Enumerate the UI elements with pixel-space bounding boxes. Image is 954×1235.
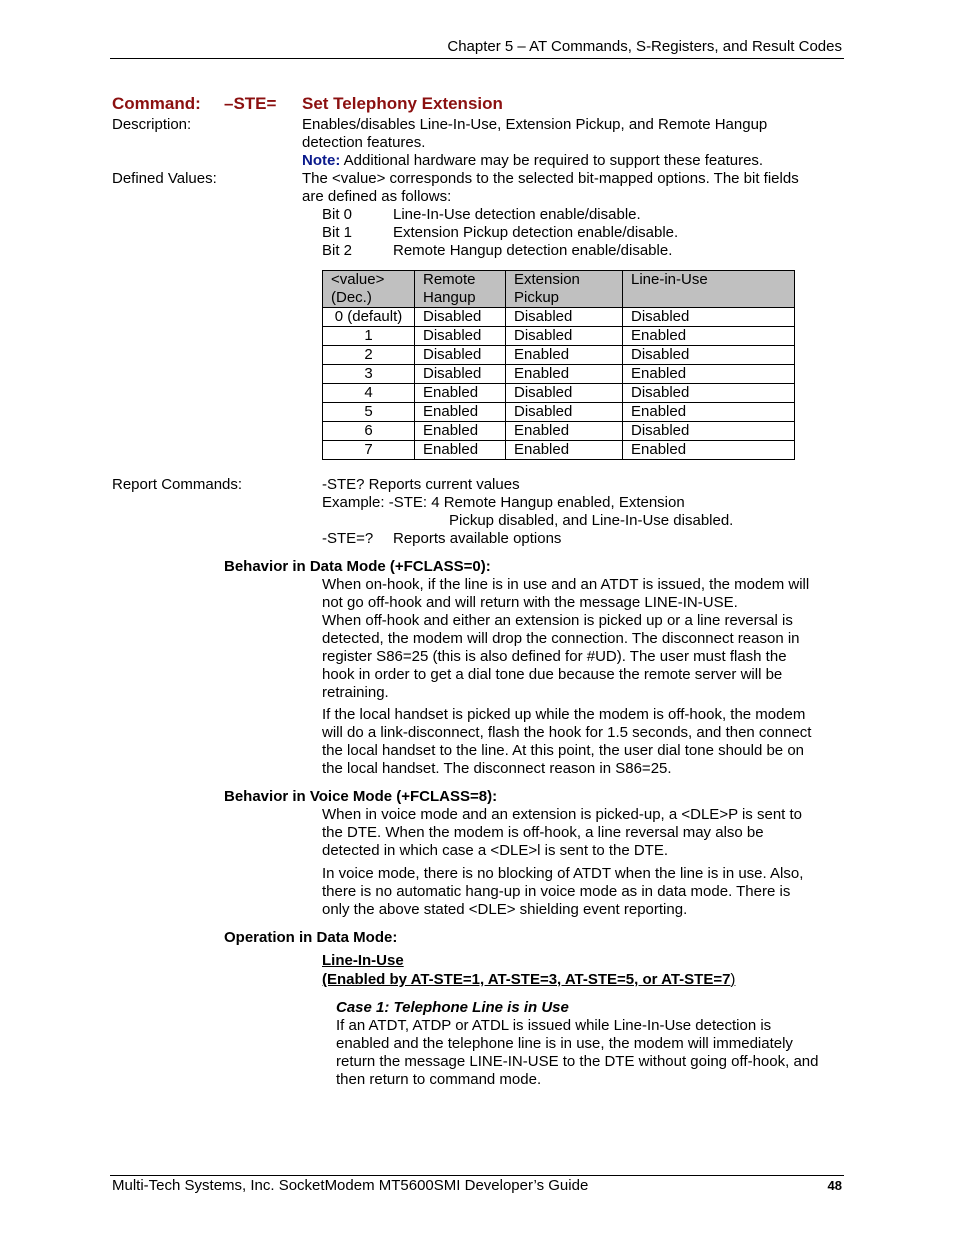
bit-desc: Remote Hangup detection enable/disable.	[393, 242, 673, 259]
value-cell: 0 (default)	[323, 308, 415, 327]
line-in-use-cell: Disabled	[623, 422, 795, 441]
paragraph-line: detected, the modem will drop the connection. The disconnect reason in	[322, 630, 800, 647]
note-label: Note:	[302, 152, 341, 169]
extension-pickup-cell: Disabled	[506, 403, 623, 422]
table-row	[323, 327, 795, 346]
extension-pickup-cell: Enabled	[506, 346, 623, 365]
table-header-row	[323, 271, 795, 308]
extension-pickup-cell: Disabled	[506, 384, 623, 403]
paragraph-line: register S86=25 (this is also defined for #UD). The user must flash the	[322, 648, 787, 665]
case-title: Case 1: Telephone Line is in Use	[336, 999, 569, 1016]
extension-pickup-cell: Enabled	[506, 422, 623, 441]
report-line: Pickup disabled, and Line-In-Use disabled.	[449, 512, 734, 529]
paragraph-line: return the message LINE-IN-USE to the DTE without going off-hook, and	[336, 1053, 819, 1070]
footer-rule	[110, 1175, 844, 1176]
paragraph-line: If the local handset is picked up while the modem is off-hook, the modem	[322, 706, 806, 723]
value-cell: 7	[323, 441, 415, 460]
remote-hangup-cell: Disabled	[415, 327, 506, 346]
header-value: <value> (Dec.)	[323, 271, 415, 308]
remote-hangup-cell: Disabled	[415, 365, 506, 384]
description-label: Description:	[112, 116, 192, 133]
extension-pickup-cell: Enabled	[506, 365, 623, 384]
behavior-voice-heading: Behavior in Voice Mode (+FCLASS=8):	[224, 788, 498, 805]
paragraph-line: retraining.	[322, 684, 389, 701]
paragraph-line: When off-hook and either an extension is picked up or a line reversal is	[322, 612, 793, 629]
line-in-use-cell: Disabled	[623, 346, 795, 365]
bit-label: Bit 0	[322, 206, 353, 223]
report-line: -STE? Reports current values	[322, 476, 520, 493]
table-row	[323, 346, 795, 365]
paragraph-line: When in voice mode and an extension is picked-up, a <DLE>P is sent to	[322, 806, 803, 823]
line-in-use-cell: Enabled	[623, 441, 795, 460]
header-rule	[110, 58, 844, 59]
value-cell: 1	[323, 327, 415, 346]
paragraph-line: the local handset. The disconnect reason in S86=25.	[322, 760, 672, 777]
paragraph-line: only the above stated <DLE> shielding event reporting.	[322, 901, 688, 918]
report-cmd-desc: Reports available options	[393, 530, 562, 547]
paragraph-line: When on-hook, if the line is in use and an ATDT is issued, the modem will	[322, 576, 810, 593]
defined-values-line: The <value> corresponds to the selected bit-mapped options. The bit fields	[302, 170, 799, 187]
bit-label: Bit 1	[322, 224, 353, 241]
report-line: Example: -STE: 4 Remote Hangup enabled, Extension	[322, 494, 685, 511]
line-in-use-cell: Disabled	[623, 384, 795, 403]
extension-pickup-cell: Enabled	[506, 441, 623, 460]
value-cell: 4	[323, 384, 415, 403]
remote-hangup-cell: Enabled	[415, 441, 506, 460]
bit-label: Bit 2	[322, 242, 353, 259]
table-row	[323, 403, 795, 422]
enabled-by: (Enabled by AT-STE=1, AT-STE=3, AT-STE=5, or AT-STE=7)	[322, 971, 736, 988]
table-row	[323, 365, 795, 384]
paragraph-line: enabled and the telephone line is in use, the modem will immediately	[336, 1035, 793, 1052]
remote-hangup-cell: Enabled	[415, 422, 506, 441]
line-in-use-cell: Enabled	[623, 403, 795, 422]
header-line-in-use: Line-in-Use	[623, 271, 795, 308]
defined-values-line: are defined as follows:	[302, 188, 452, 205]
line-in-use-cell: Disabled	[623, 308, 795, 327]
command-label: Command:	[112, 94, 201, 113]
description-line: detection features.	[302, 134, 426, 151]
command-name: –STE=	[224, 94, 277, 113]
table-row	[323, 308, 795, 327]
line-in-use-cell: Enabled	[623, 327, 795, 346]
value-cell: 2	[323, 346, 415, 365]
paragraph-line: detected in which case a <DLE>l is sent to the DTE.	[322, 842, 669, 859]
value-cell: 3	[323, 365, 415, 384]
paragraph-line: hook in order to get a dial tone due because the remote server will be	[322, 666, 783, 683]
paragraph-line: there is no automatic hang-up in voice mode as in data mode. There is	[322, 883, 791, 900]
note	[302, 152, 763, 170]
paragraph-line: then return to command mode.	[336, 1071, 542, 1088]
paragraph-line: the DTE. When the modem is off-hook, a line reversal may also be	[322, 824, 764, 841]
extension-pickup-cell: Disabled	[506, 308, 623, 327]
behavior-data-heading: Behavior in Data Mode (+FCLASS=0):	[224, 558, 491, 575]
line-in-use-cell: Enabled	[623, 365, 795, 384]
bit-desc: Line-In-Use detection enable/disable.	[393, 206, 641, 223]
header-extension-pickup: Extension Pickup	[506, 271, 623, 308]
paragraph-line: If an ATDT, ATDP or ATDL is issued while Line-In-Use detection is	[336, 1017, 772, 1034]
extension-pickup-cell: Disabled	[506, 327, 623, 346]
table-row	[323, 441, 795, 460]
footer-text: Multi-Tech Systems, Inc. SocketModem MT5600SMI Developer’s Guide	[112, 1177, 589, 1194]
remote-hangup-cell: Enabled	[415, 403, 506, 422]
remote-hangup-cell: Disabled	[415, 308, 506, 327]
header-remote-hangup: Remote Hangup	[415, 271, 506, 308]
report-cmd: -STE=?	[322, 530, 374, 547]
remote-hangup-cell: Disabled	[415, 346, 506, 365]
paragraph-line: In voice mode, there is no blocking of ATDT when the line is in use. Also,	[322, 865, 804, 882]
bit-values-table	[322, 270, 795, 460]
page-number: 48	[827, 1178, 842, 1193]
defined-values-label: Defined Values:	[112, 170, 217, 187]
paragraph-line: the local handset to the line. At this point, the user dial tone should be on	[322, 742, 804, 759]
command-title: Set Telephony Extension	[302, 94, 503, 113]
value-cell: 5	[323, 403, 415, 422]
table-row	[323, 422, 795, 441]
report-commands-label: Report Commands:	[112, 476, 243, 493]
chapter-header: Chapter 5 – AT Commands, S-Registers, and Result Codes	[447, 38, 842, 55]
bit-desc: Extension Pickup detection enable/disable.	[393, 224, 679, 241]
paragraph-line: will do a link-disconnect, flash the hook for 1.5 seconds, and then connect	[322, 724, 812, 741]
table-row	[323, 384, 795, 403]
value-cell: 6	[323, 422, 415, 441]
note-text: Additional hardware may be required to support these features.	[340, 152, 764, 169]
remote-hangup-cell: Enabled	[415, 384, 506, 403]
paragraph-line: not go off-hook and will return with the message LINE-IN-USE.	[322, 594, 738, 611]
line-in-use-subheading: Line-In-Use	[322, 952, 404, 969]
operation-heading: Operation in Data Mode:	[224, 929, 398, 946]
description-line: Enables/disables Line-In-Use, Extension Pickup, and Remote Hangup	[302, 116, 768, 133]
